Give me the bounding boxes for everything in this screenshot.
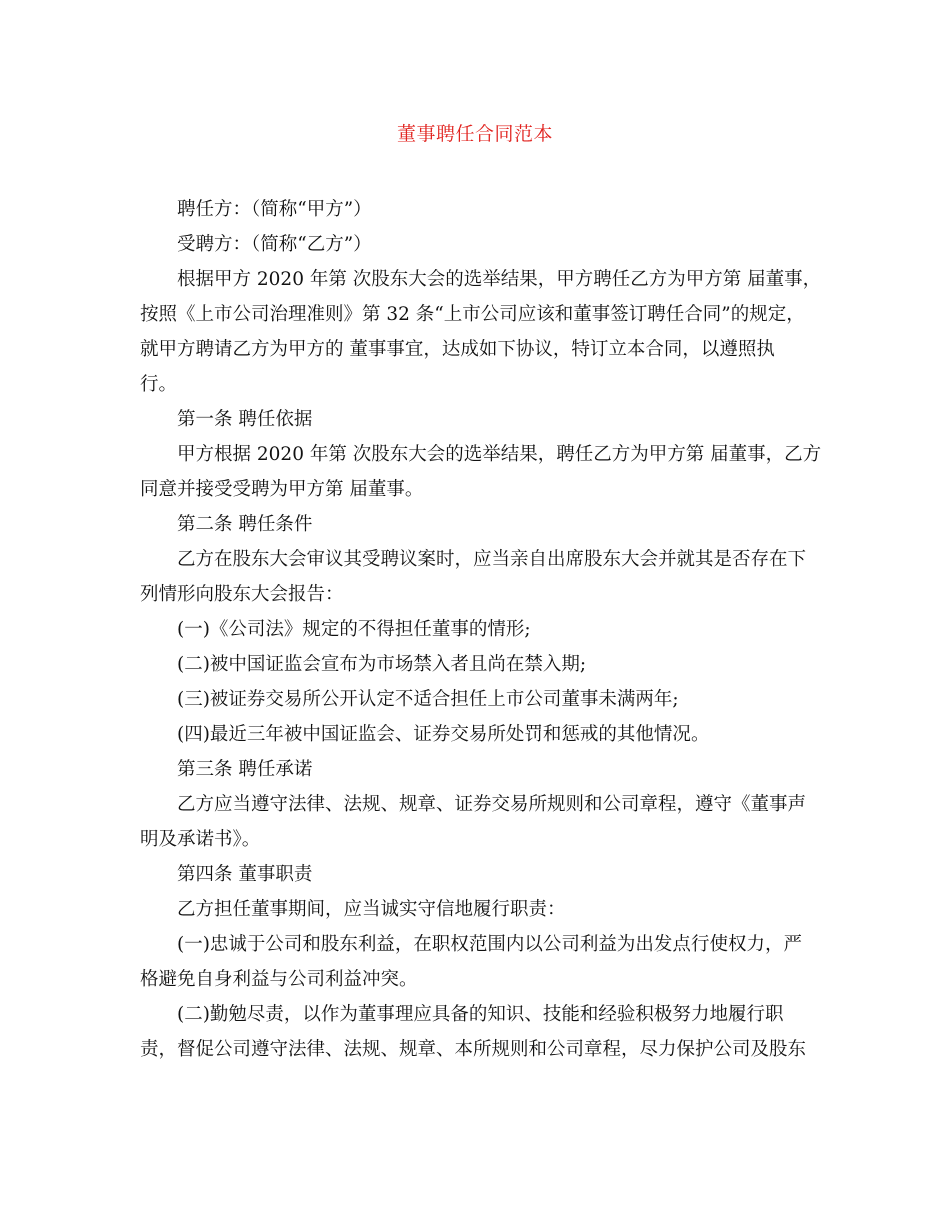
paragraph-line: 格避免自身利益与公司利益冲突。 [140, 969, 418, 990]
paragraph-line: 受聘方：（简称“乙方”） [177, 234, 372, 255]
section-heading: 第三条 聘任承诺 [177, 759, 313, 780]
section-heading: 第四条 董事职责 [177, 864, 313, 885]
list-item: (二)勤勉尽责，以作为董事理应具备的知识、技能和经验积极努力地履行职 [177, 1004, 784, 1025]
list-item: (三)被证券交易所公开认定不适合担任上市公司董事未满两年; [177, 689, 679, 710]
list-item: (四)最近三年被中国证监会、证券交易所处罚和惩戒的其他情况。 [177, 724, 710, 745]
paragraph-line: 责，督促公司遵守法律、法规、规章、本所规则和公司章程，尽力保护公司及股东 [140, 1039, 807, 1060]
document-body [140, 192, 822, 1067]
paragraph-line: 根据甲方 2020 年第 次股东大会的选举结果，甲方聘任乙方为甲方第 届董事， [177, 269, 822, 290]
list-item: (二)被中国证监会宣布为市场禁入者且尚在禁入期; [177, 654, 587, 675]
paragraph-line: 同意并接受受聘为甲方第 届董事。 [140, 479, 424, 500]
document-title: 董事聘任合同范本 [396, 123, 553, 145]
paragraph-line: 乙方在股东大会审议其受聘议案时，应当亲自出席股东大会并就其是否存在下 [177, 549, 807, 570]
paragraph-line: 行。 [140, 374, 178, 395]
paragraph-line: 就甲方聘请乙方为甲方的 董事事宜，达成如下协议，特订立本合同，以遵照执 [140, 339, 775, 360]
paragraph-line: 乙方担任董事期间，应当诚实守信地履行职责： [177, 899, 566, 920]
paragraph-line: 明及承诺书》。 [140, 829, 261, 850]
list-item: (一)忠诚于公司和股东利益，在职权范围内以公司利益为出发点行使权力，严 [177, 934, 802, 955]
paragraph-line: 按照《上市公司治理准则》第 32 条“上市公司应该和董事签订聘任合同”的规定， [140, 304, 805, 325]
paragraph-line: 聘任方：（简称“甲方”） [177, 199, 372, 220]
section-heading: 第一条 聘任依据 [177, 409, 313, 430]
paragraph-line: 甲方根据 2020 年第 次股东大会的选举结果，聘任乙方为甲方第 届董事，乙方 [177, 444, 822, 465]
paragraph-line: 乙方应当遵守法律、法规、规章、证券交易所规则和公司章程，遵守《董事声 [177, 794, 807, 815]
paragraph-line: 列情形向股东大会报告： [140, 584, 344, 605]
section-heading: 第二条 聘任条件 [177, 514, 313, 535]
list-item: (一)《公司法》规定的不得担任董事的情形; [177, 619, 531, 640]
